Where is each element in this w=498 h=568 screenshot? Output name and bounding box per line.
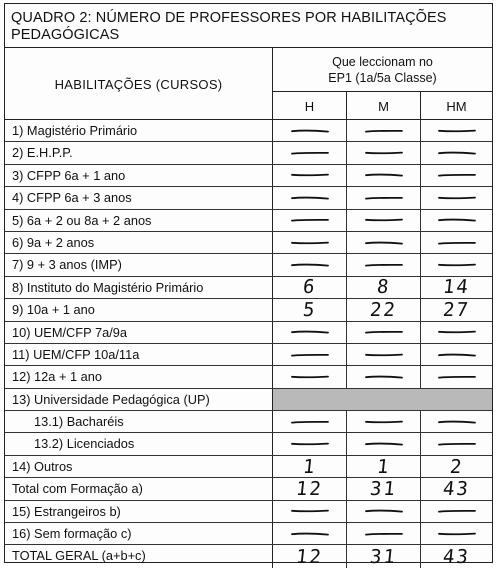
handwritten-dash [437, 508, 477, 514]
handwritten-dash [290, 374, 330, 380]
cell-h [273, 277, 347, 298]
cell-m [347, 322, 421, 343]
table-row [5, 120, 492, 142]
handwritten-value: 43 [441, 477, 472, 500]
table-row [5, 545, 492, 567]
handwritten-value: 43 [441, 545, 472, 568]
row-label: 4) CFPP 6a + 3 anos [5, 187, 273, 208]
handwritten-dash [364, 150, 404, 156]
row-label: 10) UEM/CFP 7a/9a [5, 322, 273, 343]
handwritten-dash [364, 262, 404, 268]
row-label: TOTAL GERAL (a+b+c) [5, 545, 273, 567]
handwritten-value: 27 [441, 298, 472, 321]
cell-h [273, 299, 347, 320]
handwritten-dash [437, 195, 477, 201]
table-row [5, 344, 492, 366]
table-row [5, 322, 492, 344]
cell-h [273, 254, 347, 275]
cell-m [347, 232, 421, 253]
cell-hm [421, 433, 492, 454]
row-label: 13.2) Licenciados [5, 433, 273, 454]
cell-m [347, 187, 421, 208]
handwritten-dash [290, 531, 330, 537]
handwritten-dash [364, 195, 404, 201]
handwritten-dash [437, 217, 477, 223]
handwritten-dash [437, 128, 477, 134]
handwritten-value: 1 [301, 455, 318, 478]
handwritten-dash [290, 352, 330, 358]
table-body [5, 120, 492, 568]
handwritten-dash [290, 508, 330, 514]
cell-h [273, 523, 347, 544]
cell-m [347, 478, 421, 499]
table-row [5, 277, 492, 299]
cell-hm [421, 322, 492, 343]
row-label: 5) 6a + 2 ou 8a + 2 anos [5, 210, 273, 231]
cell-m [347, 523, 421, 544]
cell-m [347, 411, 421, 432]
table-row [5, 478, 492, 500]
handwritten-value: 8 [375, 276, 392, 299]
handwritten-dash [290, 419, 330, 425]
handwritten-dash [437, 531, 477, 537]
cell-h [273, 120, 347, 141]
handwritten-value: 6 [301, 276, 318, 299]
handwritten-value: 1 [375, 455, 392, 478]
table-row [5, 411, 492, 433]
table-row [5, 210, 492, 232]
cell-hm [421, 277, 492, 298]
cell-m [347, 344, 421, 365]
cell-m [347, 456, 421, 477]
shaded-cell [273, 389, 492, 410]
cell-hm [421, 501, 492, 522]
handwritten-dash [290, 150, 330, 156]
cell-h [273, 187, 347, 208]
handwritten-dash [290, 240, 330, 246]
handwritten-dash [290, 195, 330, 201]
cell-hm [421, 142, 492, 163]
cell-h [273, 545, 347, 567]
row-label: 16) Sem formação c) [5, 523, 273, 544]
handwritten-dash [290, 262, 330, 268]
handwritten-dash [437, 262, 477, 268]
cell-hm [421, 366, 492, 387]
row-label: 13.1) Bacharéis [5, 411, 273, 432]
row-label: 1) Magistério Primário [5, 120, 273, 141]
row-label: 2) E.H.P.P. [5, 142, 273, 163]
handwritten-value: 5 [301, 298, 318, 321]
column-header-h: H [273, 92, 347, 120]
row-label: 14) Outros [5, 456, 273, 477]
cell-hm [421, 411, 492, 432]
table-row [5, 456, 492, 478]
handwritten-value: 14 [441, 276, 472, 299]
cell-hm [421, 523, 492, 544]
cell-h [273, 411, 347, 432]
cell-m [347, 254, 421, 275]
handwritten-dash [364, 217, 404, 223]
handwritten-value: 12 [294, 545, 325, 568]
handwritten-value: 31 [368, 545, 399, 568]
handwritten-dash [364, 419, 404, 425]
cell-h [273, 456, 347, 477]
cell-hm [421, 456, 492, 477]
cell-h [273, 366, 347, 387]
row-label: 3) CFPP 6a + 1 ano [5, 165, 273, 186]
table-row [5, 523, 492, 545]
row-label: 8) Instituto do Magistério Primário [5, 277, 273, 298]
table-row [5, 501, 492, 523]
table-row [5, 254, 492, 276]
table-row [5, 389, 492, 411]
table-row [5, 433, 492, 455]
cell-hm [421, 545, 492, 567]
group-header [273, 48, 492, 92]
handwritten-dash [437, 419, 477, 425]
cell-h [273, 501, 347, 522]
column-header-m: M [347, 92, 421, 120]
row-label: 12) 12a + 1 ano [5, 366, 273, 387]
cell-m [347, 366, 421, 387]
column-header-hm: HM [446, 98, 467, 114]
handwritten-dash [364, 508, 404, 514]
handwritten-dash [290, 128, 330, 134]
table-row [5, 187, 492, 209]
handwritten-dash [290, 217, 330, 223]
table-row [5, 366, 492, 388]
handwritten-dash [364, 531, 404, 537]
handwritten-dash [364, 240, 404, 246]
handwritten-dash [364, 374, 404, 380]
cell-h [273, 232, 347, 253]
cell-m [347, 299, 421, 320]
row-label: 11) UEM/CFP 10a/11a [5, 344, 273, 365]
handwritten-dash [364, 352, 404, 358]
cell-h [273, 478, 347, 499]
row-label: 13) Universidade Pedagógica (UP) [5, 389, 273, 410]
cell-h [273, 344, 347, 365]
handwritten-dash [290, 172, 330, 178]
cell-m [347, 210, 421, 231]
cell-h [273, 322, 347, 343]
row-label: 7) 9 + 3 anos (IMP) [5, 254, 273, 275]
cell-m [347, 142, 421, 163]
handwritten-dash [364, 441, 404, 447]
group-header-line2: EP1 (1a/5a Classe) [328, 71, 437, 85]
cell-hm [421, 232, 492, 253]
habilitacoes-header: HABILITAÇÕES (CURSOS) [5, 48, 273, 120]
handwritten-dash [437, 441, 477, 447]
row-label: 9) 10a + 1 ano [5, 299, 273, 320]
handwritten-dash [364, 172, 404, 178]
cell-m [347, 433, 421, 454]
form-table [4, 3, 493, 568]
cell-hm [421, 120, 492, 141]
handwritten-dash [437, 240, 477, 246]
cell-h [273, 165, 347, 186]
cell-hm [421, 187, 492, 208]
cell-hm [421, 344, 492, 365]
cell-h [273, 142, 347, 163]
cell-hm [421, 478, 492, 499]
group-header-line1: Que leccionam no [332, 55, 433, 69]
handwritten-dash [290, 329, 330, 335]
table-header [5, 48, 492, 120]
handwritten-value: 31 [368, 477, 399, 500]
page-title: QUADRO 2: NÚMERO DE PROFESSORES POR HABILITAÇÕES PEDAGÓGICAS [5, 4, 492, 48]
handwritten-dash [437, 172, 477, 178]
cell-hm [421, 254, 492, 275]
table-row [5, 165, 492, 187]
cell-m [347, 165, 421, 186]
handwritten-value: 12 [294, 477, 325, 500]
cell-m [347, 120, 421, 141]
row-label: 6) 9a + 2 anos [5, 232, 273, 253]
handwritten-value: 22 [368, 298, 399, 321]
cell-m [347, 501, 421, 522]
cell-m [347, 277, 421, 298]
handwritten-dash [364, 128, 404, 134]
handwritten-dash [290, 441, 330, 447]
cell-m [347, 545, 421, 567]
cell-hm [421, 210, 492, 231]
row-label: 15) Estrangeiros b) [5, 501, 273, 522]
handwritten-dash [364, 329, 404, 335]
cell-hm [421, 165, 492, 186]
handwritten-dash [437, 352, 477, 358]
table-row [5, 299, 492, 321]
handwritten-dash [437, 329, 477, 335]
table-row [5, 232, 492, 254]
handwritten-value: 2 [448, 455, 465, 478]
handwritten-dash [437, 374, 477, 380]
cell-h [273, 210, 347, 231]
handwritten-dash [437, 150, 477, 156]
cell-h [273, 433, 347, 454]
table-row [5, 142, 492, 164]
cell-hm [421, 299, 492, 320]
row-label: Total com Formação a) [5, 478, 273, 499]
